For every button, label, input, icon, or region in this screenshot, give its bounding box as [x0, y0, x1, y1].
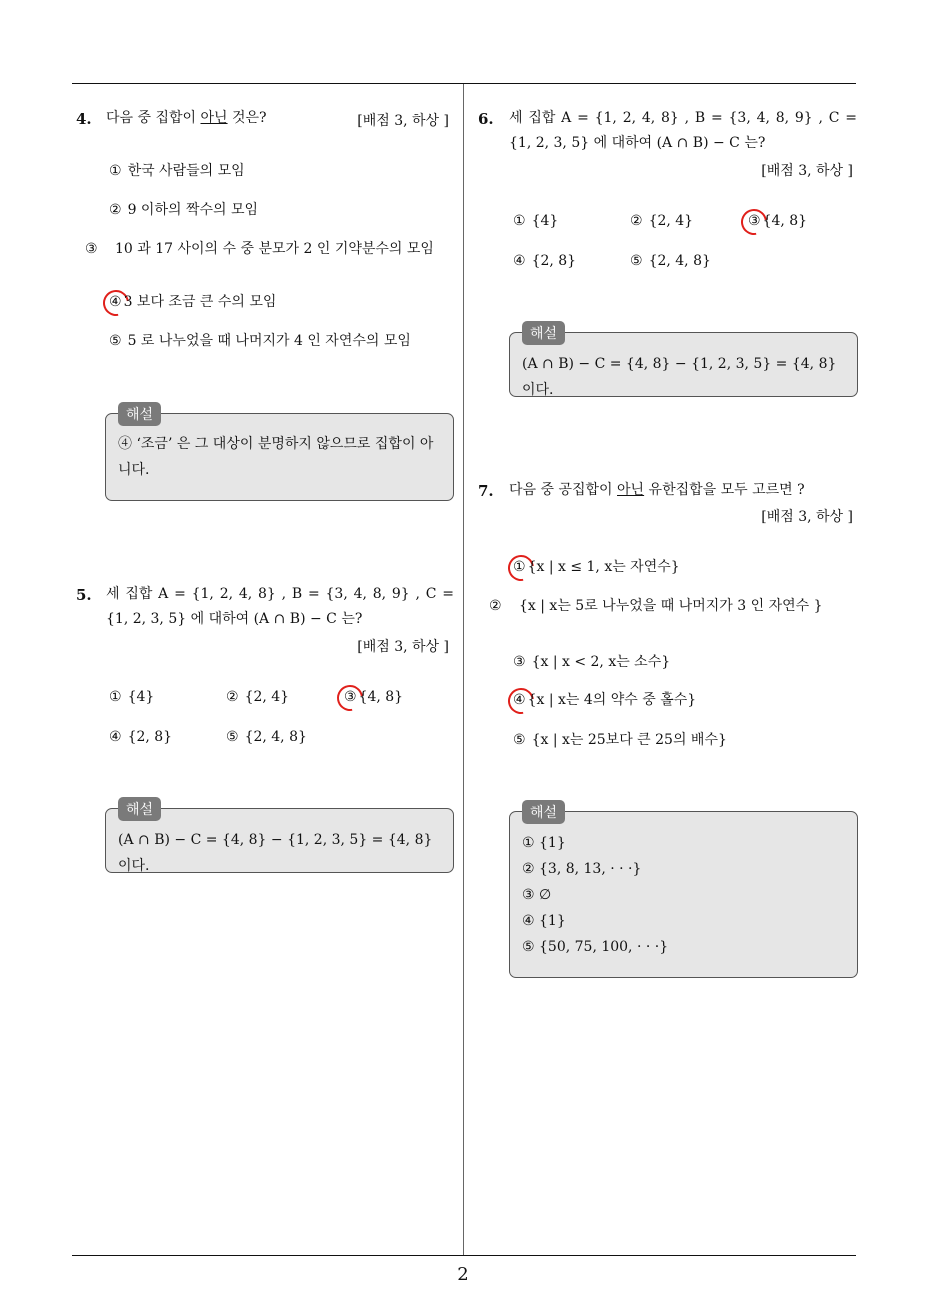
- choice-text: {2, 8}: [127, 729, 173, 745]
- choice-text: {x | x는 5로 나누었을 때 나머지가 3 인 자연수 }: [519, 598, 823, 614]
- choice-number: ①: [109, 689, 122, 705]
- q4-solution-box: [105, 407, 454, 501]
- q5-choice-4[interactable]: [109, 724, 172, 750]
- solution-tag: 해설: [118, 797, 161, 821]
- q4-solution-text: ④ ‘조금’ 은 그 대상이 분명하지 않으므로 집합이 아니다.: [118, 436, 434, 478]
- q6-choice-2[interactable]: [630, 208, 693, 234]
- q7-choice-3[interactable]: [513, 649, 670, 675]
- q7-choice-4[interactable]: [513, 687, 696, 713]
- choice-number: ③: [513, 654, 526, 670]
- choice-number: ③: [748, 213, 761, 229]
- q7-solution-line: ② {3, 8, 13, · · ·}: [522, 861, 642, 877]
- choice-text: {2, 4, 8}: [244, 729, 307, 745]
- question-6-number: 6.: [478, 110, 494, 128]
- q4-choice-2[interactable]: [109, 197, 258, 223]
- choice-number: ④: [513, 253, 526, 269]
- q5-solution-text: (A ∩ B) − C = {4, 8} − {1, 2, 3, 5} = {4, 8} 이다.: [118, 832, 433, 874]
- choice-text: 9 이하의 짝수의 모임: [127, 202, 259, 218]
- choice-number: ②: [630, 213, 643, 229]
- choice-text: {x | x는 25보다 큰 25의 배수}: [531, 732, 727, 748]
- choice-text: {4}: [127, 689, 155, 705]
- q6-solution-text: (A ∩ B) − C = {4, 8} − {1, 2, 3, 5} = {4, 8} 이다.: [522, 356, 837, 398]
- choice-text: {2, 8}: [531, 253, 577, 269]
- q5-choice-1[interactable]: [109, 684, 154, 710]
- q5-solution-box: [105, 802, 454, 874]
- question-5-number: 5.: [76, 586, 92, 604]
- q7-solution-line: ③ ∅: [522, 887, 552, 903]
- question-7-text-part: 유한집합을 모두 고르면 ?: [644, 482, 805, 498]
- bottom-rule: [72, 1255, 856, 1256]
- question-7-meta: [배점 3, 하상 ]: [761, 509, 853, 525]
- q7-solution-box: [509, 805, 858, 978]
- choice-number: ④: [109, 729, 122, 745]
- q7-solution-line: ④ {1}: [522, 913, 566, 929]
- q6-choice-5[interactable]: [630, 248, 711, 274]
- question-4-number: 4.: [76, 110, 92, 128]
- q6-choice-3[interactable]: [748, 208, 807, 234]
- question-4-text-part: 것은?: [227, 110, 267, 126]
- choice-text: {4}: [531, 213, 559, 229]
- choice-number: ③: [344, 689, 357, 705]
- top-rule: [72, 83, 856, 84]
- question-7-text: [509, 478, 849, 503]
- q7-choice-5[interactable]: [513, 727, 727, 753]
- question-5-meta: [배점 3, 하상 ]: [357, 639, 449, 655]
- choice-number: ⑤: [226, 729, 239, 745]
- choice-number: ④: [109, 294, 122, 310]
- question-4-text: [106, 106, 336, 131]
- q4-choice-5[interactable]: [109, 328, 411, 354]
- question-7-text-part: 다음 중 공집합이: [509, 482, 618, 498]
- q6-choice-4[interactable]: [513, 248, 576, 274]
- q7-choice-1[interactable]: [513, 554, 680, 580]
- q7-solution-lines: [522, 830, 845, 960]
- q7-choice-2[interactable]: ② {x | x는 5로 나누었을 때 나머지가 3 인 자연수 }: [489, 598, 823, 614]
- q5-choice-5[interactable]: [226, 724, 307, 750]
- q7-solution-line: ① {1}: [522, 835, 566, 851]
- choice-text: 한국 사람들의 모임: [127, 163, 245, 179]
- question-7-number: 7.: [478, 482, 494, 500]
- q6-choice-1[interactable]: [513, 208, 558, 234]
- choice-text: {x | x < 2, x는 소수}: [531, 654, 671, 670]
- choice-text: {2, 4}: [244, 689, 290, 705]
- choice-number: ⑤: [109, 333, 122, 349]
- solution-tag: 해설: [522, 800, 565, 824]
- question-4-underlined: 아닌: [200, 110, 228, 126]
- choice-text: {4, 8}: [358, 689, 404, 705]
- choice-text: {2, 4, 8}: [648, 253, 711, 269]
- q4-choice-4[interactable]: [109, 289, 276, 315]
- solution-tag: 해설: [118, 402, 161, 426]
- q7-solution-line: ⑤ {50, 75, 100, · · ·}: [522, 939, 669, 955]
- choice-number: ①: [109, 163, 122, 179]
- choice-text: {x | x는 4의 약수 중 홀수}: [527, 692, 697, 708]
- page-number: 2: [457, 1264, 469, 1285]
- q5-choice-3[interactable]: [344, 684, 403, 710]
- choice-text: 3 보다 조금 큰 수의 모임: [123, 294, 277, 310]
- question-4-text-part: 다음 중 집합이: [106, 110, 201, 126]
- choice-text: {4, 8}: [762, 213, 808, 229]
- choice-number: ⑤: [630, 253, 643, 269]
- q4-choice-1[interactable]: [109, 158, 245, 184]
- choice-number: ①: [513, 559, 526, 575]
- question-6-meta: [배점 3, 하상 ]: [761, 163, 853, 179]
- q6-solution-box: [509, 326, 858, 398]
- question-6-text: 세 집합 A = {1, 2, 4, 8} , B = {3, 4, 8, 9} , C = {1, 2, 3, 5} 에 대하여 (A ∩ B) − C 는?: [509, 110, 857, 151]
- question-5-text: 세 집합 A = {1, 2, 4, 8} , B = {3, 4, 8, 9} , C = {1, 2, 3, 5} 에 대하여 (A ∩ B) − C 는?: [106, 586, 454, 627]
- question-4-meta: [배점 3, 하상 ]: [357, 113, 449, 129]
- choice-number: ②: [109, 202, 122, 218]
- q4-choice-3[interactable]: ③ 10 과 17 사이의 수 중 분모가 2 인 기약분수의 모임: [85, 241, 434, 257]
- choice-number: ①: [513, 213, 526, 229]
- choice-text: {2, 4}: [648, 213, 694, 229]
- choice-text: 10 과 17 사이의 수 중 분모가 2 인 기약분수의 모임: [115, 241, 434, 257]
- choice-number: ②: [226, 689, 239, 705]
- solution-tag: 해설: [522, 321, 565, 345]
- q5-choice-2[interactable]: [226, 684, 289, 710]
- choice-text: {x | x ≤ 1, x는 자연수}: [527, 559, 680, 575]
- choice-number: ⑤: [513, 732, 526, 748]
- choice-number: ④: [513, 692, 526, 708]
- question-7-underlined: 아닌: [617, 482, 645, 498]
- choice-text: 5 로 나누었을 때 나머지가 4 인 자연수의 모임: [127, 333, 411, 349]
